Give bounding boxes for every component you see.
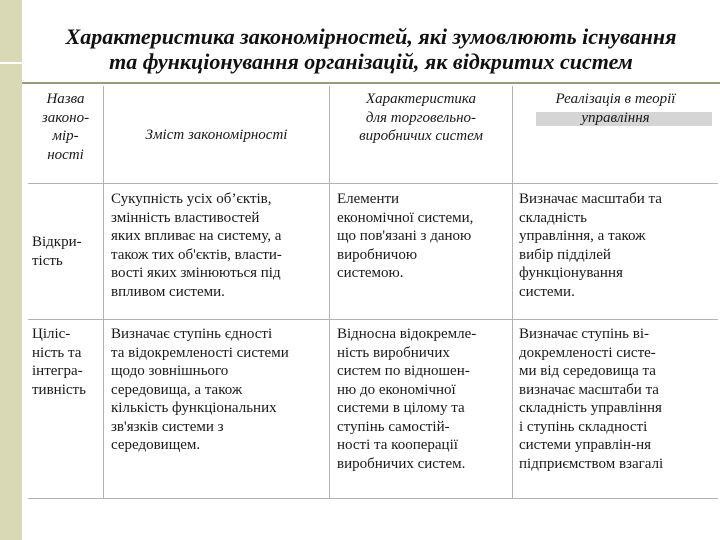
cell-line: Сукупність усіх об’єктів, — [111, 191, 272, 207]
header-name — [28, 90, 103, 164]
cell-line: системою. — [337, 265, 404, 281]
cell-line: також тих об'єктів, власти- — [111, 246, 282, 263]
cell-line: складність управління — [519, 400, 662, 416]
row-openness-theory — [519, 190, 717, 301]
header-trade — [330, 90, 512, 146]
cell-line: ність виробничих — [337, 344, 450, 361]
row-openness-content — [111, 190, 327, 301]
header-name-line: Назва — [46, 91, 85, 107]
row-integrity-theory — [519, 325, 717, 473]
header-theory — [513, 90, 718, 127]
cell-line: середовища, а також — [111, 381, 243, 398]
header-trade-line: для торговельно- — [365, 109, 477, 126]
cell-line: виробничих систем. — [337, 455, 466, 472]
column-divider — [329, 86, 330, 499]
row-integrity-content — [111, 325, 327, 455]
cell-line: Цiліс- — [32, 326, 71, 342]
header-name-line: ності — [47, 146, 84, 163]
slide-title-line-2: та функціонування організацій, як відкритих систем — [109, 49, 633, 74]
cell-line: яких впливає на систему, а — [111, 228, 282, 244]
cell-line: підприємством взагалі — [519, 455, 664, 472]
slide-accent-divider — [0, 62, 22, 64]
header-theory-line: управління — [581, 109, 650, 126]
column-divider — [103, 86, 104, 499]
cell-line: середовищем. — [111, 437, 201, 453]
cell-line: інтегра- — [32, 363, 83, 379]
cell-line: ню до економічної — [337, 381, 456, 398]
row-openness-trade — [337, 190, 512, 283]
cell-line: виробничою — [337, 246, 418, 263]
cell-line: системи управлін-ня — [519, 437, 651, 453]
cell-line: змінність властивостей — [111, 209, 260, 226]
slide-title — [24, 24, 718, 74]
cell-line: систем по відношен- — [337, 363, 470, 379]
header-name-line: мір- — [52, 128, 79, 144]
header-trade-line: Характеристика — [365, 91, 477, 107]
title-underline — [22, 82, 720, 84]
cell-line: визначає масштаби та — [519, 381, 659, 398]
cell-line: системи. — [519, 283, 575, 300]
cell-line: функціонування — [519, 265, 623, 281]
cell-line: докремленості систе- — [519, 344, 656, 361]
cell-line: вості яких змінюються під — [111, 265, 281, 281]
cell-line: і ступінь складності — [519, 418, 648, 435]
row-openness-name — [32, 233, 102, 270]
slide-title-line-1: Характеристика закономірностей, які зумовлюють існування — [65, 24, 677, 49]
cell-line: Визначає ступінь єдності — [111, 326, 273, 342]
header-theory-line: Реалізація в теорії — [555, 91, 676, 107]
cell-line: щодо зовнішнього — [111, 363, 229, 379]
cell-line: системи в цілому та — [337, 400, 465, 416]
cell-line: Визначає ступінь ві- — [519, 326, 650, 342]
cell-line: що пов'язані з даною — [337, 228, 472, 244]
cell-line: кількість функціональних — [111, 400, 277, 416]
cell-line: Елементи — [337, 191, 400, 207]
cell-line: зв'язків системи з — [111, 418, 224, 435]
cell-line: Відкри- — [32, 234, 82, 250]
cell-line: тивність — [32, 381, 86, 398]
header-content-line: Зміст закономірності — [145, 127, 288, 143]
row-divider — [28, 498, 718, 499]
cell-line: ми від середовища та — [519, 363, 656, 379]
cell-line: складність — [519, 209, 587, 226]
column-divider — [512, 86, 513, 499]
cell-line: економічної системи, — [337, 209, 474, 226]
header-content — [104, 126, 329, 145]
row-integrity-trade — [337, 325, 512, 473]
cell-line: Відносна відокремле- — [337, 326, 477, 342]
cell-line: та відокремленості системи — [111, 344, 289, 361]
cell-line: Визначає масштаби та — [519, 191, 662, 207]
header-name-line: законо- — [41, 109, 90, 126]
cell-line: ності та кооперації — [337, 437, 458, 453]
cell-line: ступінь самостій- — [337, 418, 450, 435]
cell-line: вибір підділей — [519, 246, 611, 263]
regularities-table — [28, 86, 718, 534]
row-divider — [28, 183, 718, 184]
header-trade-line: виробничих систем — [359, 128, 483, 144]
cell-line: впливом системи. — [111, 283, 225, 300]
cell-line: ність та — [32, 344, 82, 361]
row-integrity-name — [32, 325, 104, 399]
cell-line: тість — [32, 252, 63, 269]
slide-left-accent-bar — [0, 0, 22, 540]
row-divider — [28, 319, 718, 320]
cell-line: управління, а також — [519, 228, 646, 244]
